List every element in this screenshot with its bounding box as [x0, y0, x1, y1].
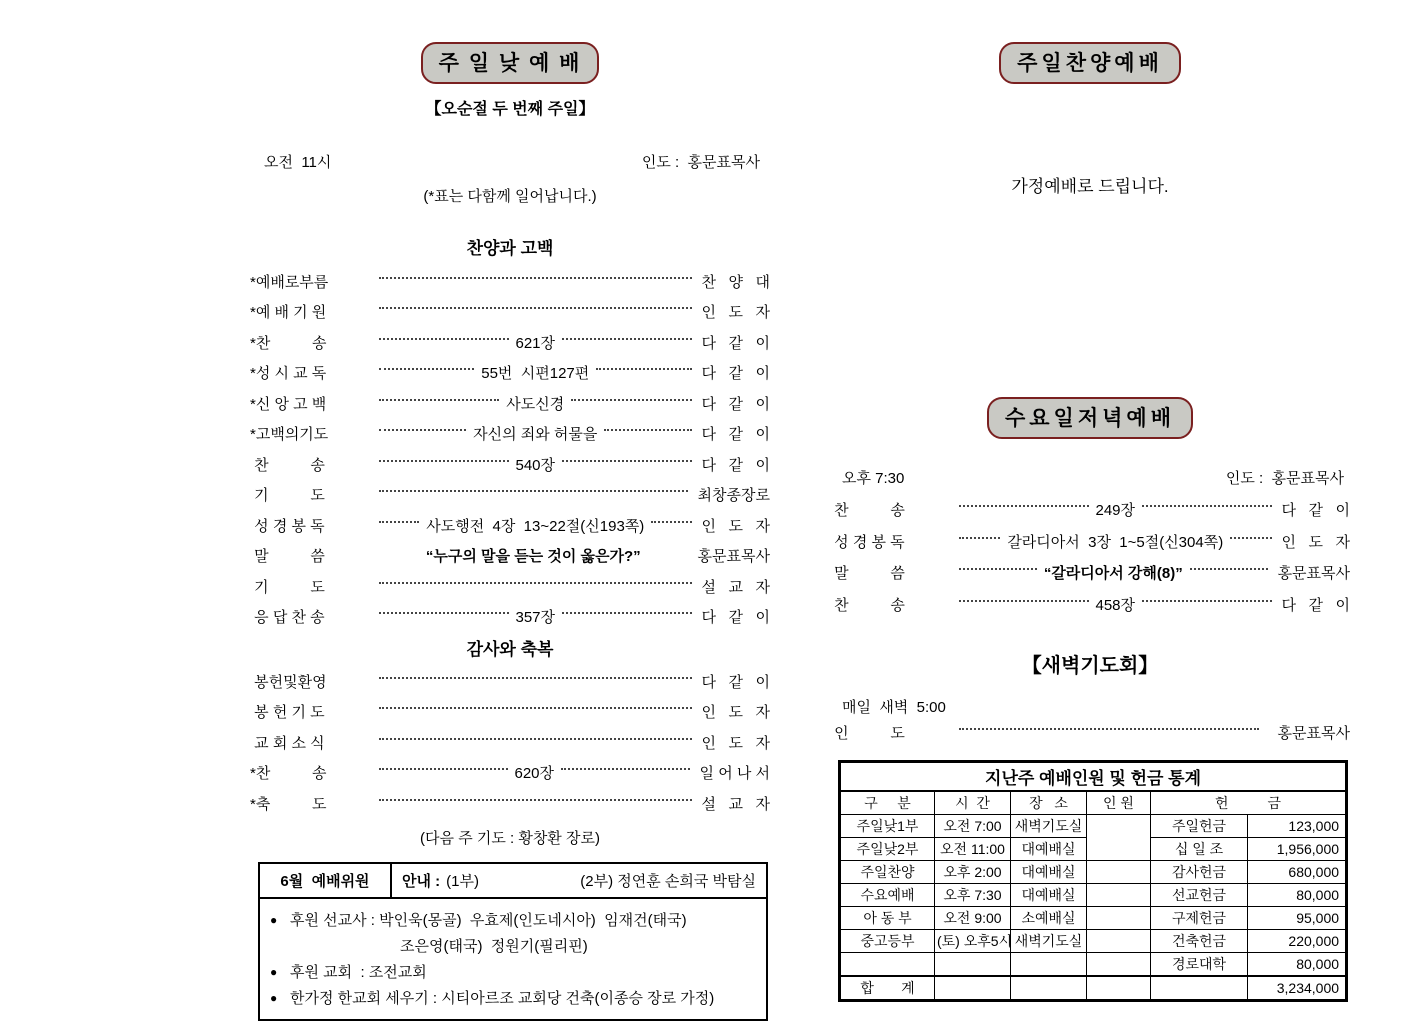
- header-time: 시 간: [935, 791, 1011, 815]
- order-row: [250, 327, 770, 358]
- order-item-performer: 일 어 나 서: [699, 765, 770, 783]
- header-category: 구 분: [840, 791, 935, 815]
- dotted-leader: [379, 521, 419, 523]
- order-row: [250, 697, 770, 728]
- committee-line: [270, 985, 758, 1011]
- order-item-label: *신 앙 고 백: [250, 395, 327, 413]
- order-item-label: 말 씀: [830, 565, 905, 583]
- order-item-performer: 다 같 이: [701, 426, 770, 444]
- order-row: [250, 297, 770, 328]
- committee-box: [258, 862, 768, 1021]
- wednesday-time: 오후 7:30: [842, 470, 905, 487]
- order-item-label: 기 도: [250, 487, 325, 505]
- order-row-sermon: [830, 557, 1350, 589]
- family-worship-note: 가정예배로 드립니다.: [1011, 177, 1169, 196]
- dotted-leader: [1142, 600, 1272, 602]
- order-item-label: 찬 송: [250, 456, 325, 474]
- order-row: [250, 510, 770, 541]
- dotted-leader: [379, 277, 692, 279]
- order-item-performer: 다 같 이: [701, 334, 771, 352]
- cell-total-label: 합 계: [840, 976, 935, 1001]
- dotted-leader: [379, 738, 692, 740]
- order-item-performer: 다 같 이: [701, 456, 771, 474]
- order-item-performer: 다 같 이: [701, 365, 770, 383]
- order-item-performer: 홍문표목사: [1277, 724, 1350, 742]
- dotted-leader: [379, 677, 692, 679]
- order-row: [250, 480, 770, 511]
- committee-header: [260, 864, 766, 899]
- committee-guide-row: [392, 864, 766, 897]
- cell-count: [1087, 814, 1151, 860]
- order-item-label: 봉헌및환영: [250, 673, 327, 691]
- cell-amount: 80,000: [1248, 952, 1347, 976]
- sunday-praise-service-title: 주일찬양예배: [999, 42, 1181, 84]
- wednesday-service-title: 수요일저녁예배: [987, 397, 1193, 439]
- order-item-label: 응 답 찬 송: [250, 609, 325, 627]
- stats-row: [840, 814, 1347, 837]
- evening-services-column: [830, 0, 1350, 1002]
- stats-title-row: [840, 761, 1347, 791]
- order-row: [250, 666, 770, 697]
- cell-amount: 220,000: [1248, 929, 1347, 952]
- order-item-performer: 최창종장로: [697, 487, 770, 505]
- order-item-label: 성 경 봉 독: [250, 517, 325, 535]
- guide-part2: (2부) 정연훈 손희국 박탐실: [580, 872, 756, 890]
- cell-time: (토) 오후5시: [935, 929, 1011, 952]
- committee-body: [260, 899, 766, 1019]
- pentecost-subtitle: 【오순절 두 번째 주일】: [425, 101, 595, 118]
- cell-offering: 구제헌금: [1151, 906, 1248, 929]
- order-of-worship-1: [250, 266, 770, 632]
- order-item-label: 인 도: [830, 724, 905, 742]
- order-item-label: *고백의기도: [250, 426, 329, 444]
- committee-line-text: 한가정 한교회 세우기 : 시티아르조 교회당 건축(이종승 장로 가정): [290, 990, 715, 1007]
- header-offering: 헌 금: [1151, 791, 1347, 815]
- sermon-title: “갈라디아서 강해(8)”: [1043, 565, 1183, 583]
- committee-month-label: 6월 예배위원: [260, 864, 392, 897]
- committee-line-text: 후원 교회 : 조전교회: [290, 964, 427, 981]
- order-item-content: 249장: [1095, 502, 1136, 520]
- section-heading-thanks-blessing: 감사와 축복: [466, 640, 554, 659]
- order-item-content: 자신의 죄와 허물을: [473, 426, 598, 444]
- dotted-leader: [379, 399, 499, 401]
- cell-time: [935, 976, 1011, 1001]
- stand-note: (*표는 다함께 일어납니다.): [423, 188, 597, 205]
- order-item-label: *찬 송: [250, 765, 327, 783]
- cell-offering: 선교헌금: [1151, 883, 1248, 906]
- cell-name: 주일낮2부: [840, 837, 935, 860]
- cell-count: [1087, 906, 1151, 929]
- dotted-leader: [379, 429, 466, 431]
- bullet-icon: ●: [270, 912, 278, 927]
- dotted-leader: [959, 600, 1089, 602]
- order-item-performer: 설 교 자: [701, 795, 770, 813]
- sermon-title: “누구의 말을 듣는 것이 옳은가?”: [425, 548, 641, 566]
- cell-place: 대예배실: [1011, 883, 1087, 906]
- sunday-day-service-column: [250, 0, 770, 1021]
- order-item-performer: 홍문표목사: [697, 548, 770, 566]
- dotted-leader: [561, 768, 690, 770]
- dotted-leader: [379, 460, 509, 462]
- order-item-content: 458장: [1095, 596, 1136, 614]
- order-item-label: 봉 헌 기 도: [250, 704, 325, 722]
- service-time: 오전 11시: [264, 154, 332, 171]
- cell-count: [1087, 976, 1151, 1001]
- header-place: 장 소: [1011, 791, 1087, 815]
- order-item-performer: 인 도 자: [701, 734, 770, 752]
- cell-place: 대예배실: [1011, 860, 1087, 883]
- cell-offering: [1151, 976, 1248, 1001]
- dawn-prayer-title: 【새벽기도회】: [1021, 655, 1159, 677]
- cell-time: 오전 9:00: [935, 906, 1011, 929]
- bullet-icon: ●: [270, 964, 278, 979]
- order-item-content: 사도행전 4장 13~22절(신193쪽): [426, 517, 645, 535]
- order-item-label: *축 도: [250, 795, 327, 813]
- order-row: [250, 571, 770, 602]
- stats-row: [840, 906, 1347, 929]
- header-count: 인 원: [1087, 791, 1151, 815]
- dotted-leader: [959, 728, 1259, 730]
- order-item-content: 357장: [515, 609, 556, 627]
- dotted-leader: [379, 582, 692, 584]
- cell-time: 오후 2:00: [935, 860, 1011, 883]
- sunday-day-service-title: 주 일 낮 예 배: [421, 42, 600, 84]
- order-item-performer: 홍문표목사: [1277, 565, 1351, 583]
- order-item-performer: 인 도 자: [701, 517, 771, 535]
- committee-line-text: 후원 선교사 : 박인욱(몽골) 우효제(인도네시아) 임재건(태국): [290, 912, 687, 929]
- order-row: [250, 358, 770, 389]
- wednesday-leader: 인도 : 홍문표목사: [1225, 470, 1344, 487]
- order-row: [830, 717, 1350, 748]
- order-item-label: 기 도: [250, 578, 325, 596]
- stats-row: [840, 929, 1347, 952]
- order-item-label: *찬 송: [250, 334, 327, 352]
- cell-name: [840, 952, 935, 976]
- order-item-label: *예 배 기 원: [250, 304, 327, 322]
- cell-total-amount: 3,234,000: [1248, 976, 1347, 1001]
- cell-count: [1087, 883, 1151, 906]
- order-of-worship-2: [250, 666, 770, 819]
- order-item-content: 621장: [515, 334, 556, 352]
- order-item-content: 갈라디아서 3장 1~5절(신304쪽): [1007, 533, 1224, 551]
- stats-row: [840, 860, 1347, 883]
- cell-amount: 680,000: [1248, 860, 1347, 883]
- dotted-leader: [571, 399, 691, 401]
- cell-count: [1087, 952, 1151, 976]
- cell-time: [935, 952, 1011, 976]
- order-item-performer: 인 도 자: [1281, 533, 1350, 551]
- dotted-leader: [379, 612, 509, 614]
- stats-header-row: [840, 791, 1347, 815]
- dotted-leader: [604, 429, 691, 431]
- order-item-content: 사도신경: [506, 395, 565, 413]
- cell-offering: 건축헌금: [1151, 929, 1248, 952]
- wednesday-service-title-wrap: [830, 397, 1350, 439]
- order-row: [830, 494, 1350, 526]
- order-item-content: 540장: [515, 456, 556, 474]
- dotted-leader: [379, 368, 474, 370]
- order-row-sermon: [250, 541, 770, 572]
- order-item-label: 찬 송: [830, 596, 905, 614]
- service-time-row: [250, 151, 770, 172]
- order-item-performer: 다 같 이: [701, 673, 770, 691]
- order-item-label: 말 씀: [250, 548, 325, 566]
- order-row: [250, 727, 770, 758]
- order-item-performer: 찬 양 대: [701, 273, 770, 291]
- order-row: [250, 419, 770, 450]
- order-item-performer: 다 같 이: [701, 609, 771, 627]
- order-row: [250, 602, 770, 633]
- dotted-leader: [379, 338, 509, 340]
- order-item-label: *예배로부름: [250, 273, 329, 291]
- cell-time: 오후 7:30: [935, 883, 1011, 906]
- order-item-performer: 다 같 이: [701, 395, 771, 413]
- guide-label: 안내 :: [402, 872, 441, 890]
- cell-place: [1011, 952, 1087, 976]
- sunday-day-service-title-wrap: [250, 0, 770, 84]
- order-row: [250, 758, 770, 789]
- cell-name: 중고등부: [840, 929, 935, 952]
- guide-part1: (1부): [446, 872, 479, 890]
- dotted-leader: [562, 612, 692, 614]
- bullet-icon: ●: [270, 990, 278, 1005]
- dotted-leader: [651, 521, 691, 523]
- dotted-leader: [1230, 537, 1271, 539]
- dotted-leader: [1190, 568, 1268, 570]
- order-row: [250, 388, 770, 419]
- weekly-stats-table: [838, 760, 1348, 1002]
- dotted-leader: [379, 490, 688, 492]
- order-item-performer: 다 같 이: [1281, 596, 1351, 614]
- order-row: [250, 449, 770, 480]
- cell-name: 주일낮1부: [840, 814, 935, 837]
- sunday-praise-service-title-wrap: [830, 0, 1350, 84]
- cell-offering: 경로대학: [1151, 952, 1248, 976]
- service-leader: 인도 : 홍문표목사: [641, 154, 760, 171]
- cell-offering: 감사헌금: [1151, 860, 1248, 883]
- cell-time: 오전 11:00: [935, 837, 1011, 860]
- dotted-leader: [562, 338, 692, 340]
- dotted-leader: [959, 505, 1089, 507]
- order-item-performer: 인 도 자: [701, 304, 770, 322]
- wednesday-order: [830, 494, 1350, 620]
- dotted-leader: [959, 537, 1000, 539]
- cell-offering: 십 일 조: [1151, 837, 1248, 860]
- order-item-performer: 다 같 이: [1281, 502, 1351, 520]
- cell-place: 소예배실: [1011, 906, 1087, 929]
- stats-row: [840, 883, 1347, 906]
- order-row: [830, 526, 1350, 558]
- order-item-label: *성 시 교 독: [250, 365, 327, 383]
- cell-place: [1011, 976, 1087, 1001]
- cell-place: 새벽기도실: [1011, 929, 1087, 952]
- dotted-leader: [959, 568, 1037, 570]
- committee-line: [270, 907, 758, 933]
- dotted-leader: [379, 768, 508, 770]
- cell-name: 아 동 부: [840, 906, 935, 929]
- committee-line-text: 조은영(태국) 정원기(필리핀): [400, 938, 588, 955]
- cell-place: 새벽기도실: [1011, 814, 1087, 837]
- cell-name: 주일찬양: [840, 860, 935, 883]
- order-item-content: 55번 시편127편: [481, 365, 590, 383]
- committee-line: [270, 933, 758, 959]
- next-week-prayer-note: (다음 주 기도 : 황창환 장로): [420, 829, 600, 847]
- dotted-leader: [379, 307, 692, 309]
- order-item-label: 찬 송: [830, 502, 905, 520]
- dotted-leader: [562, 460, 692, 462]
- order-row: [250, 788, 770, 819]
- order-item-label: 교 회 소 식: [250, 734, 325, 752]
- stats-row: [840, 952, 1347, 976]
- cell-place: 대예배실: [1011, 837, 1087, 860]
- cell-count: [1087, 860, 1151, 883]
- committee-line: [270, 959, 758, 985]
- cell-amount: 80,000: [1248, 883, 1347, 906]
- cell-amount: 95,000: [1248, 906, 1347, 929]
- dotted-leader: [596, 368, 691, 370]
- order-row: [830, 589, 1350, 621]
- cell-time: 오전 7:00: [935, 814, 1011, 837]
- cell-amount: 1,956,000: [1248, 837, 1347, 860]
- dotted-leader: [1142, 505, 1272, 507]
- order-item-content: 620장: [514, 765, 555, 783]
- cell-amount: 123,000: [1248, 814, 1347, 837]
- stats-total-row: [840, 976, 1347, 1001]
- wednesday-time-row: [830, 467, 1350, 488]
- order-item-performer: 설 교 자: [701, 578, 770, 596]
- dawn-prayer-time: 매일 새벽 5:00: [842, 699, 946, 716]
- cell-count: [1087, 929, 1151, 952]
- order-item-performer: 인 도 자: [701, 704, 770, 722]
- dotted-leader: [379, 799, 692, 801]
- stats-table-title: 지난주 예배인원 및 헌금 통계: [840, 761, 1347, 791]
- cell-name: 수요예배: [840, 883, 935, 906]
- cell-offering: 주일헌금: [1151, 814, 1248, 837]
- section-heading-praise-confession: 찬양과 고백: [466, 239, 554, 258]
- dotted-leader: [379, 707, 692, 709]
- order-row: [250, 266, 770, 297]
- order-item-label: 성 경 봉 독: [830, 533, 905, 551]
